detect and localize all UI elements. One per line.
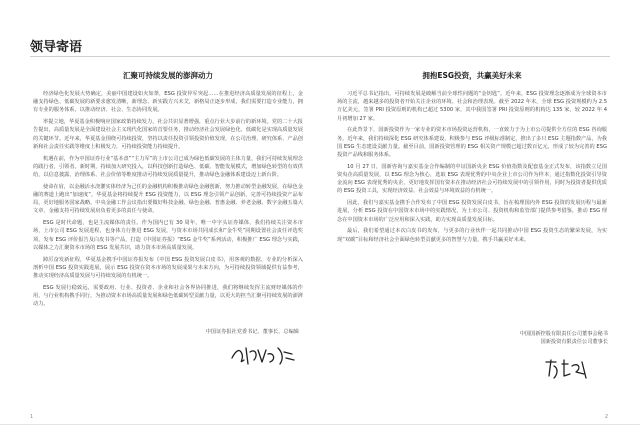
right-paragraph-4: 因此，我们与嘉实基金携手合作发布了中国 ESG 投资发展白皮书，旨在梳理国内外 ESG 投资的发展历程与最新进展，分析 ESG 投资在中国资本市场中的实践情况，为上市公司、投资机构和监管部门提供参考借鉴，推动 ESG 理念在中国资本市场的广泛应用和深入实践，助力实现高质量发展目标。 bbox=[337, 200, 607, 223]
left-handwritten-signature bbox=[228, 342, 298, 368]
title-divider bbox=[30, 56, 610, 57]
page-title: 领导寄语 bbox=[30, 40, 83, 55]
left-paragraph-3: 机遇在前，作为中国证券行业“基本盘”“主力军”的上市公司已成为绿色低碳发展的主体力量，我们可持续发展理念的践行者，引领者。新时期，持续加大研究投入，以科技创新打造绿色、低碳、智能发展模式，增加绿色转型的有效供给，以信息披露、治理体系、社会价值等维度推动可持续发展质量提升，推动绿色金融体系建设迈上新台阶。 bbox=[33, 155, 303, 179]
left-paragraph-6: 踔厉奋发新征程，华夏基金携手中国证券报发布《中国 ESG 投资发展白皮书》，用客观的数据、专业的分析深入剖析中国 ESG 投资实践进展，展示 ESG 投资在资本市场的发展成果与未来方向，为可持续投资领域提供有益参考，推动实现经济高质量发展与可持续发展的有机统一。 bbox=[33, 256, 303, 280]
right-heading: 拥抱ESG投资，共赢美好未来 bbox=[422, 71, 522, 80]
bottom-divider bbox=[0, 424, 640, 425]
right-paragraph-2: 在此背景下，国新投资作为一家专业的资本市场投资运营机构，一直致力于为上市公司提供全方位的 ESG 咨询服务。近年来，我们持续深化 ESG 研究体系建设，积极参与 ESG 评级标准制定，推出了多只 ESG 主题指数产品，为我国 ESG 生态建设贡献力量。截至目前，国新投资管理的 ESG 相关资产规模已超过数百亿元，形成了较为完善的 ESG 投资产品线和服务体系。 bbox=[337, 127, 607, 159]
left-paragraph-5: ESG 是时代命题，也是主流媒体的责任。作为国内已有 30 周年，唯一中字头证券媒体，我们持续关注资本市场，上市公司 ESG 发展进程，也身体力行推进 ESG 发展，与资本市场共同成长和“金牛奖”同期设置社会责任评选奖项，发布 ESG 评价报告及白皮书等产品，打造《中国证券报》“ESG 金牛奖”系列活动，积极推广 ESG 理念与实践，以媒体之力汇聚资本市场的 ESG 发展共识，助力资本市场高质量发展。 bbox=[33, 220, 303, 251]
right-signature-org-1: 中国国新控股有限责任公司董事会秘书 bbox=[519, 331, 608, 337]
right-paragraph-1: 习近平总书记指出，可持续发展是破解当前全球性问题的“金钥匙”。近年来，ESG 投资理念逐渐成为全球资本市场的主流，越来越多的投资者开始关注企业的环境、社会和治理表现。截至 2022 年末，全球 ESG 投资规模约为 2.5 万亿美元，签署 PRI 投资原则的机构已超过 5300 家，其中我国签署 PRI 投资原则的机构达 135 家，较 2022 年 4 月初增加 27 家。 bbox=[337, 91, 607, 122]
left-paragraph-7: ESG 发展行稳致远，需要政府、行业、投资者、企业和社会各界协同推进，我们将继续发挥主流财经媒体的作用，与行业机构携手同行，为推动资本市场高质量发展和绿色低碳转型贡献力量，以更大的担当汇聚可持续发展的澎湃动力。 bbox=[33, 284, 303, 308]
left-column bbox=[33, 70, 303, 312]
right-signature-block bbox=[520, 330, 608, 346]
left-paragraph-1: 经济绿色化发展大势确定，美丽中国建设如火如荼，ESG 投资异军突起……在推进经济高质量发展的征程上，金融支持绿色、低碳发展的新要求愈发清晰，新理念、新实践方兴未艾，新格局正逐步形成，我们需要打造专业能力，拥有专业的服务体系，以推动经济、社会、生态协同发展。 bbox=[33, 91, 303, 114]
left-paragraph-4: 使命在肩，以金融活水浇灌实体经济为己任的金融机构积极推动绿色金融创新，努力推动转型金融发展，在绿色金融的赛道上跑出“加速度”。华夏基金将持续提升 ESG 投资能力，以 ESG 理念引领产品创新，完善可持续投资产品布局，更好地服务国家战略。中央金融工作会议指出要做好科技金融、绿色金融、普惠金融、养老金融、数字金融五篇大文章，金融支持可持续发展肩负着更多的责任与使命。 bbox=[33, 183, 303, 215]
right-paragraph-3: 10 月 27 日，国新咨询与嘉实基金合作编制的中证国新央企 ESG 价值指数及配套基金正式发布，该指数立足国资央企高质量发展，以 ESG 理念为核心，选取 ESG 表现优秀的中央企业上市公司作为样本，通过指数化投资引导资金流向 ESG 表现优秀的央企，更好地发挥国有资本在推动经济社会可持续发展中的引领作用，同时为投资者提供优质的 ESG 投资工具，实现经济效益、社会效益与环境效益的有机统一。 bbox=[337, 163, 607, 195]
left-signature-org: 中国证券报社党委书记、董事长、总编辑 bbox=[205, 329, 299, 335]
left-heading: 汇聚可持续发展的澎湃动力 bbox=[123, 71, 213, 80]
left-signature-block bbox=[206, 328, 299, 336]
left-page-number: 1 bbox=[30, 414, 34, 420]
right-signature-org-2: 国新投资有限责任公司董事长 bbox=[540, 339, 608, 345]
right-page-number: 2 bbox=[604, 414, 608, 420]
right-column bbox=[337, 70, 607, 247]
right-paragraph-5: 最后，我们希望通过本次白皮书的发布，与更多的行业伙伴一起共同推动中国 ESG 投资生态的繁荣发展，为实现“双碳”目标和经济社会全面绿色转型贡献更多的智慧与力量，携手共赢美好未来。 bbox=[337, 228, 607, 243]
right-handwritten-signature bbox=[542, 356, 594, 382]
left-paragraph-2: 率提立地，华夏基金积极响应国家政策持续发力，社会共识显著增强，重点行业大步前行的新环境。党的二十大报告提出，高质量发展是全面建设社会主义现代化国家的首要任务，推动经济社会发展绿色化、低碳化是实现高质量发展的关键环节。近年来，华夏基金围绕可持续投资，坚持以责任投资引领投资价值发现，在公司治理、研究体系、产品创新和社会责任实践等维度上积极发力，可持续投资能力持续提升。 bbox=[33, 119, 303, 150]
